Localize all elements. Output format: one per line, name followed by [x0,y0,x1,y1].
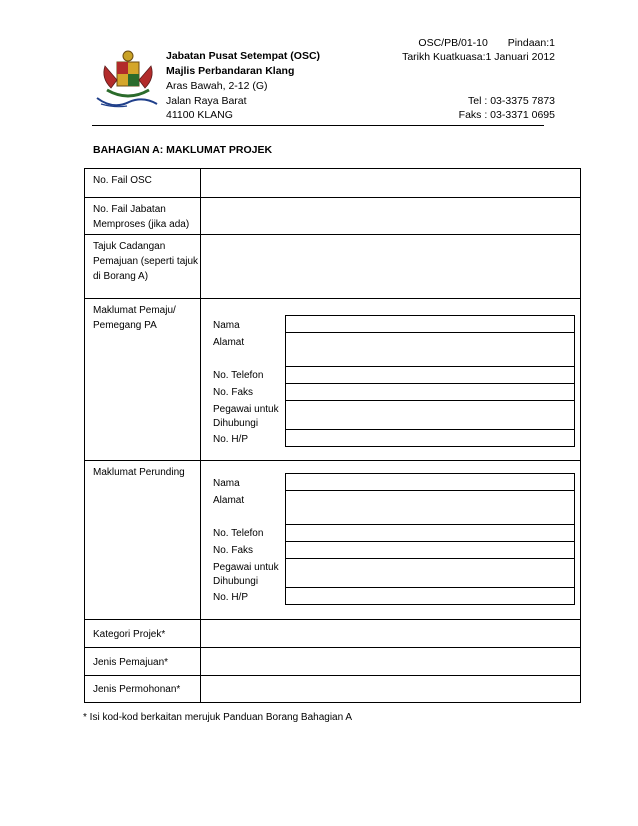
con-mobile-label: No. H/P [213,592,249,603]
dev-mobile-label: No. H/P [213,434,249,445]
category-label: Kategori Projek* [85,620,201,648]
con-contact-input[interactable] [285,558,575,588]
con-address-input[interactable] [285,490,575,525]
org-name: Jabatan Pusat Setempat (OSC) [166,50,321,62]
state-crest-logo [93,44,161,112]
dev-contact-label: Pegawai untuk Dihubungi [213,404,279,429]
con-fax-input[interactable] [285,541,575,559]
row-title [85,235,581,299]
dev-address-input[interactable] [285,332,575,367]
con-fax-label: No. Faks [213,545,254,556]
row-developer [85,299,581,461]
dev-type-label: Jenis Pemajuan* [85,648,201,676]
row-dept-file [85,198,581,235]
header-divider [92,125,544,126]
revision: Pindaan:1 [507,37,555,49]
fax: Faks : 03-3371 0695 [458,109,555,121]
row-dev-type [85,648,581,676]
category-input[interactable] [201,620,581,648]
app-type-input[interactable] [201,676,581,703]
address-line-3: 41100 KLANG [166,109,233,121]
doc-ref-line [418,36,555,51]
osc-file-input[interactable] [201,169,581,198]
address-line-1: Aras Bawah, 2-12 (G) [166,80,268,92]
doc-ref: OSC/PB/01-10 [418,37,488,49]
title-input[interactable] [201,235,581,299]
dev-phone-input[interactable] [285,366,575,384]
con-phone-input[interactable] [285,524,575,542]
dev-phone-label: No. Telefon [213,370,264,381]
dept-file-label: No. Fail Jabatan Memproses (jika ada) [85,198,201,235]
consultant-block [201,461,581,620]
dept-file-input[interactable] [201,198,581,235]
state-crest-icon [93,44,161,112]
developer-block [201,299,581,461]
row-consultant [85,461,581,620]
con-contact-label: Pegawai untuk Dihubungi [213,562,279,587]
dev-contact-input[interactable] [285,400,575,430]
con-mobile-input[interactable] [285,587,575,605]
con-address-label: Alamat [213,495,245,506]
row-osc-file [85,169,581,198]
con-phone-label: No. Telefon [213,528,264,539]
council-name: Majlis Perbandaran Klang [166,65,295,77]
dev-name-label: Nama [213,320,240,331]
effective-date: Tarikh Kuatkuasa:1 Januari 2012 [402,51,555,63]
dev-address-label: Alamat [213,337,245,348]
con-name-input[interactable] [285,473,575,491]
row-category [85,620,581,648]
row-app-type [85,676,581,703]
osc-file-label: No. Fail OSC [85,169,201,198]
con-name-label: Nama [213,478,240,489]
dev-fax-input[interactable] [285,383,575,401]
address-line-2: Jalan Raya Barat [166,95,247,107]
section-title: BAHAGIAN A: MAKLUMAT PROJEK [93,144,273,156]
developer-label: Maklumat Pemaju/ Pemegang PA [85,299,201,461]
footnote: * Isi kod-kod berkaitan merujuk Panduan Borang Bahagian A [83,712,353,723]
dev-type-input[interactable] [201,648,581,676]
app-type-label: Jenis Permohonan* [85,676,201,703]
dev-name-input[interactable] [285,315,575,333]
consultant-label: Maklumat Perunding [85,461,201,620]
title-label: Tajuk Cadangan Pemajuan (seperti tajuk di Borang A) [85,235,201,299]
dev-mobile-input[interactable] [285,429,575,447]
tel: Tel : 03-3375 7873 [468,95,555,107]
project-info-table [84,168,581,703]
dev-fax-label: No. Faks [213,387,254,398]
